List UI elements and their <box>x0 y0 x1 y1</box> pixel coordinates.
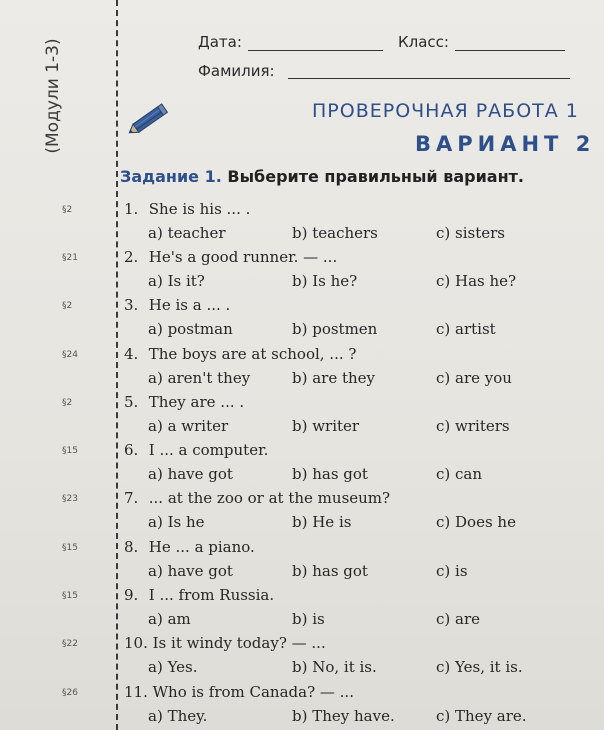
question-text <box>124 200 250 218</box>
task-instruction: Выберите правильный вариант. <box>227 167 524 186</box>
question-text <box>124 683 354 701</box>
answer-option-b[interactable]: b) He is <box>292 513 352 531</box>
question-number: 6. <box>124 441 139 459</box>
variant-title: ВАРИАНТ 2 <box>415 132 596 156</box>
answer-option-c[interactable]: c) are <box>436 610 481 628</box>
question-number: 2. <box>124 248 139 266</box>
surname-field-line[interactable] <box>288 78 570 79</box>
answer-option-b[interactable]: b) writer <box>292 417 360 435</box>
question-number: 5. <box>124 393 139 411</box>
answer-option-c[interactable]: c) are you <box>436 369 512 387</box>
cut-line <box>116 0 118 730</box>
answer-option-c[interactable]: c) Has he? <box>436 272 517 290</box>
answer-option-a[interactable]: a) Is it? <box>148 272 205 290</box>
date-field-line[interactable] <box>248 50 383 51</box>
answer-option-a[interactable]: a) aren't they <box>148 369 251 387</box>
question-text <box>124 296 230 314</box>
answer-option-a[interactable]: a) am <box>148 610 191 628</box>
question-text <box>124 489 390 507</box>
section-ref: §21 <box>62 253 78 263</box>
question-number: 10. <box>124 634 148 652</box>
question-number: 8. <box>124 538 139 556</box>
answer-option-c[interactable]: c) sisters <box>436 224 505 242</box>
question-text <box>124 634 326 652</box>
section-ref: §23 <box>62 494 78 504</box>
section-ref: §15 <box>62 446 78 456</box>
answer-option-b[interactable]: b) teachers <box>292 224 378 242</box>
section-ref: §2 <box>62 301 73 311</box>
question-text <box>124 248 337 266</box>
answer-option-a[interactable]: a) postman <box>148 320 233 338</box>
answer-option-a[interactable]: a) teacher <box>148 224 226 242</box>
section-ref: §15 <box>62 543 78 553</box>
question-prompt: He is a ... . <box>144 296 231 314</box>
answer-option-a[interactable]: a) a writer <box>148 417 229 435</box>
answer-option-b[interactable]: b) has got <box>292 465 368 483</box>
answer-option-a[interactable]: a) Is he <box>148 513 205 531</box>
question-prompt: He ... a piano. <box>144 538 255 556</box>
answer-option-b[interactable]: b) Is he? <box>292 272 358 290</box>
answer-option-a[interactable]: a) have got <box>148 562 233 580</box>
question-prompt: Is it windy today? — ... <box>147 634 326 652</box>
class-label: Класс: <box>398 33 449 51</box>
answer-option-b[interactable]: b) postmen <box>292 320 378 338</box>
answer-option-c[interactable]: c) They are. <box>436 707 527 725</box>
section-ref: §15 <box>62 591 78 601</box>
answer-option-c[interactable]: c) is <box>436 562 468 580</box>
question-prompt: The boys are at school, ... ? <box>144 345 357 363</box>
question-prompt: I ... from Russia. <box>144 586 275 604</box>
question-prompt: She is his ... . <box>144 200 251 218</box>
question-number: 1. <box>124 200 139 218</box>
answer-option-b[interactable]: b) is <box>292 610 325 628</box>
section-ref: §2 <box>62 205 73 215</box>
section-ref: §26 <box>62 688 78 698</box>
answer-option-c[interactable]: c) Does he <box>436 513 516 531</box>
surname-label: Фамилия: <box>198 62 275 80</box>
question-text <box>124 586 274 604</box>
task-word: Задание <box>120 167 199 186</box>
task-number: 1. <box>204 167 222 186</box>
question-prompt: I ... a computer. <box>144 441 269 459</box>
question-text <box>124 538 255 556</box>
section-ref: §24 <box>62 350 78 360</box>
question-number: 11. <box>124 683 148 701</box>
answer-option-a[interactable]: a) Yes. <box>148 658 198 676</box>
question-text <box>124 441 268 459</box>
question-text <box>124 393 244 411</box>
question-number: 7. <box>124 489 139 507</box>
answer-option-b[interactable]: b) has got <box>292 562 368 580</box>
answer-option-c[interactable]: c) can <box>436 465 483 483</box>
question-number: 4. <box>124 345 139 363</box>
question-text <box>124 345 356 363</box>
question-prompt: Who is from Canada? — ... <box>147 683 354 701</box>
question-prompt: He's a good runner. — ... <box>144 248 338 266</box>
question-prompt: They are ... . <box>144 393 245 411</box>
date-label: Дата: <box>198 33 242 51</box>
question-prompt: ... at the zoo or at the museum? <box>144 489 391 507</box>
test-title: ПРОВЕРОЧНАЯ РАБОТА 1 <box>312 100 579 122</box>
question-number: 3. <box>124 296 139 314</box>
answer-option-b[interactable]: b) They have. <box>292 707 395 725</box>
class-field-line[interactable] <box>455 50 565 51</box>
answer-option-c[interactable]: c) artist <box>436 320 496 338</box>
question-number: 9. <box>124 586 139 604</box>
module-side-label: (Модули 1-3) <box>43 38 63 154</box>
section-ref: §2 <box>62 398 73 408</box>
section-ref: §22 <box>62 639 78 649</box>
answer-option-c[interactable]: c) writers <box>436 417 510 435</box>
task-heading <box>120 167 524 186</box>
answer-option-c[interactable]: c) Yes, it is. <box>436 658 523 676</box>
answer-option-b[interactable]: b) are they <box>292 369 376 387</box>
answer-option-a[interactable]: a) have got <box>148 465 233 483</box>
answer-option-b[interactable]: b) No, it is. <box>292 658 377 676</box>
answer-option-a[interactable]: a) They. <box>148 707 208 725</box>
pencil-icon <box>124 100 174 138</box>
